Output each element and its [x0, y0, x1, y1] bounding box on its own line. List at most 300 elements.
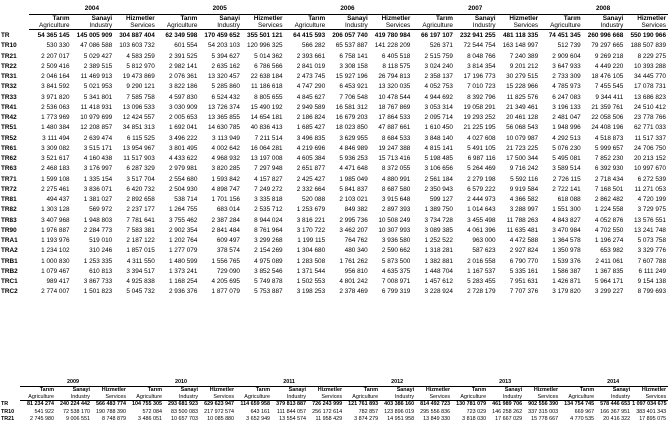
value-cell: 4 433 622 — [168, 155, 198, 162]
value-cell: 7 297 948 — [254, 165, 283, 173]
value-cell: 9 716 242 — [509, 165, 539, 173]
sector-header: Tarım — [308, 15, 326, 22]
value-cell: 4 583 259 — [126, 52, 155, 60]
region-code: TR — [1, 31, 10, 39]
value-cell: 1 599 108 — [41, 175, 70, 183]
value-cell: 609 497 — [216, 237, 240, 244]
sector-header-en: Industry — [56, 394, 92, 401]
year-header: 2006 — [285, 4, 413, 15]
value-cell: 1 457 612 — [424, 278, 453, 285]
value-cell: 256 172 614 — [312, 408, 343, 415]
value-cell: 379 813 887 — [276, 401, 307, 407]
value-cell: 16 064 281 — [250, 144, 283, 152]
value-cell: 6 579 222 — [467, 185, 496, 193]
value-cell: 3 198 253 — [296, 288, 326, 296]
value-cell: 3 089 385 — [424, 226, 453, 234]
value-cell: 2 005 653 — [168, 114, 198, 121]
value-cell: 21 349 461 — [506, 103, 539, 111]
value-cell: 7 008 971 — [381, 278, 411, 285]
value-cell: 3 308 158 — [339, 62, 368, 70]
value-cell: 1 877 079 — [211, 288, 240, 296]
table-row — [0, 216, 668, 226]
value-cell: 8 372 055 — [381, 165, 411, 173]
value-cell: 217 972 574 — [204, 408, 235, 415]
value-cell: 64 415 593 — [293, 32, 326, 39]
region-code: TR90 — [1, 226, 17, 234]
value-cell: 4 785 973 — [552, 83, 581, 91]
value-cell: 17 895 075 — [639, 416, 667, 423]
value-cell: 4 801 242 — [339, 278, 368, 285]
value-cell: 11 517 903 — [123, 155, 155, 162]
value-cell: 72 544 754 — [463, 42, 496, 50]
value-cell: 6 272 539 — [637, 175, 666, 183]
sector-header: Tarım — [147, 387, 163, 393]
value-cell: 3 113 949 — [212, 134, 240, 142]
value-cell: 2 284 773 — [83, 226, 113, 234]
value-cell: 6 453 921 — [339, 83, 368, 91]
value-cell: 310 246 — [89, 247, 113, 255]
value-cell: 1 551 300 — [552, 206, 581, 214]
value-cell: 3 329 776 — [637, 247, 666, 255]
year-header: 2005 — [157, 4, 285, 15]
value-cell: 3 496 835 — [296, 134, 326, 142]
value-cell: 10 079 987 — [506, 134, 539, 142]
value-cell: 3 801 495 — [168, 144, 198, 152]
value-cell: 13 686 823 — [634, 93, 666, 101]
value-cell: 3 196 133 — [552, 103, 581, 111]
value-cell: 19 293 252 — [463, 114, 496, 121]
value-cell: 569 972 — [89, 206, 113, 214]
value-cell: 40 836 413 — [250, 124, 283, 132]
value-cell: 2 979 981 — [168, 165, 198, 173]
region-code: TRC1 — [1, 278, 18, 285]
value-cell: 2 393 661 — [296, 52, 326, 60]
sector-header: Tarım — [52, 15, 70, 22]
sector-header: Hizmetler — [101, 387, 127, 393]
year-header: 2009 — [20, 379, 128, 387]
value-cell: 2 936 376 — [168, 288, 198, 296]
sector-header: Tarım — [255, 387, 271, 393]
value-cell: 2 536 063 — [41, 103, 70, 111]
value-cell: 2 275 461 — [41, 185, 70, 193]
value-cell: 1 371 544 — [296, 267, 326, 275]
value-cell: 4 052 753 — [424, 83, 453, 91]
value-cell: 293 681 923 — [168, 401, 199, 407]
value-cell: 2 561 184 — [424, 175, 453, 183]
table-row — [0, 154, 668, 164]
sector-header: Sanayi — [72, 387, 90, 393]
value-cell: 7 010 723 — [467, 83, 496, 91]
regional-gva-table-2009-2014 — [0, 379, 668, 424]
value-cell: 16 581 312 — [335, 103, 368, 111]
value-cell: 5 283 455 — [467, 278, 496, 285]
sector-header: Tarım — [363, 387, 379, 393]
value-cell: 4 944 692 — [424, 93, 453, 101]
value-cell: 11 469 913 — [80, 73, 113, 80]
region-code: TR62 — [1, 155, 17, 162]
region-code: TR82 — [1, 206, 17, 214]
sector-header-en: Industry — [72, 22, 115, 30]
value-cell: 6 524 432 — [211, 93, 240, 101]
value-cell: 494 437 — [46, 196, 70, 203]
value-cell: 9 344 411 — [595, 93, 624, 101]
value-cell: 1 234 102 — [41, 247, 70, 255]
value-cell: 5 335 161 — [509, 267, 539, 275]
value-cell: 16 679 203 — [335, 114, 368, 121]
value-cell: 23 778 766 — [634, 114, 666, 121]
value-cell: 14 951 958 — [387, 416, 415, 423]
sector-header: Hizmetler — [509, 15, 539, 22]
value-cell: 3 848 140 — [424, 134, 453, 142]
value-cell: 19 247 388 — [378, 144, 411, 152]
value-cell: 1 193 976 — [41, 237, 70, 244]
value-cell: 7 455 545 — [594, 83, 624, 91]
value-cell: 3 629 955 — [339, 134, 368, 142]
value-cell: 4 471 648 — [339, 165, 368, 173]
value-cell: 120 996 325 — [247, 42, 283, 50]
table-row — [0, 267, 668, 277]
value-cell: 653 982 — [600, 247, 624, 255]
value-cell: 3 176 997 — [83, 165, 113, 173]
value-cell: 520 088 — [302, 196, 326, 203]
value-cell: 3 734 728 — [424, 216, 453, 224]
value-cell: 1 196 274 — [594, 237, 624, 244]
value-cell: 2 187 122 — [126, 237, 155, 244]
value-cell: 1 692 041 — [168, 124, 198, 132]
value-cell: 3 106 656 — [424, 165, 453, 173]
table-row — [0, 72, 668, 82]
table-row — [0, 82, 668, 92]
value-cell: 1 224 558 — [594, 206, 624, 214]
value-cell: 146 258 262 — [492, 408, 523, 415]
sector-header-en: Industry — [455, 22, 498, 30]
value-cell: 304 887 404 — [119, 32, 155, 39]
value-cell: 145 005 909 — [76, 32, 113, 39]
value-cell: 4 845 627 — [296, 93, 326, 101]
region-code: TR81 — [1, 196, 17, 203]
value-cell: 3 836 071 — [83, 185, 113, 193]
value-cell: 3 496 222 — [168, 134, 198, 142]
value-cell: 4 449 220 — [594, 62, 624, 70]
value-cell: 30 279 515 — [506, 73, 539, 80]
value-cell: 15 778 667 — [531, 416, 559, 423]
value-cell: 2 554 680 — [168, 175, 198, 183]
value-cell: 2 897 393 — [381, 206, 411, 214]
value-cell: 541 922 — [34, 408, 54, 415]
value-cell: 3 299 227 — [594, 288, 624, 296]
value-cell: 538 714 — [174, 196, 198, 203]
value-cell: 512 739 — [557, 42, 581, 50]
value-cell: 5 341 801 — [83, 93, 113, 101]
value-cell: 1 000 830 — [41, 257, 70, 265]
value-cell: 7 249 272 — [254, 185, 283, 193]
value-cell: 1 610 450 — [424, 124, 453, 132]
value-cell: 1 381 027 — [83, 196, 113, 203]
sector-header: Sanayi — [612, 387, 631, 393]
table-row — [0, 123, 668, 133]
value-cell: 526 371 — [429, 42, 453, 50]
value-cell: 2 841 019 — [296, 62, 326, 70]
sector-header: Sanayi — [288, 387, 307, 393]
value-cell: 2 722 141 — [552, 185, 581, 193]
value-cell: 190 788 390 — [96, 408, 127, 415]
value-cell: 849 382 — [344, 206, 368, 214]
value-cell: 1 389 750 — [424, 206, 453, 214]
value-cell: 5 592 116 — [510, 175, 539, 183]
value-cell: 13 241 748 — [634, 226, 666, 234]
value-cell: 1 976 887 — [41, 226, 70, 234]
value-cell: 2 726 115 — [552, 175, 581, 183]
value-cell: 9 154 138 — [637, 278, 666, 285]
table-row — [0, 30, 668, 42]
value-cell: 1 097 034 675 — [632, 401, 667, 407]
value-cell: 14 630 785 — [207, 124, 240, 132]
region-code: TR42 — [1, 114, 17, 121]
value-cell: 1 761 262 — [339, 257, 368, 265]
value-cell: 1 199 115 — [297, 237, 326, 244]
table-row — [0, 113, 668, 123]
table-row — [0, 257, 668, 267]
value-cell: 104 755 305 — [132, 401, 163, 407]
value-cell: 1 857 015 — [126, 247, 155, 255]
value-cell: 1 701 156 — [211, 196, 240, 203]
value-cell: 188 507 839 — [630, 42, 666, 50]
sector-header: Tarım — [39, 387, 54, 393]
value-cell: 24 408 196 — [591, 124, 624, 132]
sector-header-en: Agriculture — [560, 394, 596, 401]
value-cell: 1 367 835 — [594, 267, 624, 275]
value-cell: 530 330 — [46, 42, 70, 50]
value-cell: 1 373 241 — [168, 267, 198, 275]
value-cell: 3 816 221 — [296, 216, 326, 224]
value-cell: 15 490 192 — [250, 103, 283, 111]
value-cell: 3 852 546 — [254, 267, 283, 275]
value-cell: 12 208 857 — [80, 124, 113, 132]
value-cell: 5 936 253 — [339, 155, 368, 162]
value-cell: 2 745 980 — [30, 416, 54, 423]
value-cell: 6 758 141 — [339, 52, 368, 60]
value-cell: 18 767 869 — [378, 103, 411, 111]
value-cell: 7 240 389 — [509, 52, 539, 60]
value-cell: 2 237 177 — [126, 206, 155, 214]
value-cell: 4 002 642 — [211, 144, 240, 152]
sector-header-en: Industry — [488, 394, 524, 401]
sector-header: Hizmetler — [126, 15, 155, 22]
value-cell: 2 862 482 — [594, 196, 624, 203]
value-cell: 3 053 314 — [424, 103, 453, 111]
value-cell: 337 315 003 — [528, 408, 559, 415]
value-cell: 65 537 887 — [335, 42, 368, 50]
value-cell: 1 685 427 — [296, 124, 326, 132]
sector-header-en: Agriculture — [236, 394, 272, 401]
sector-header-en: Industry — [596, 394, 632, 401]
value-cell: 2 332 664 — [296, 185, 326, 193]
value-cell: 2 358 137 — [424, 73, 453, 80]
value-cell: 1 283 508 — [296, 257, 326, 265]
value-cell: 4 366 582 — [509, 196, 539, 203]
value-cell: 166 367 951 — [600, 408, 631, 415]
value-cell: 1 501 823 — [83, 288, 113, 296]
value-cell: 2 504 930 — [168, 185, 198, 193]
value-cell: 17 667 029 — [495, 416, 523, 423]
region-code: TR41 — [1, 103, 17, 111]
value-cell: 8 687 580 — [381, 185, 411, 193]
value-cell: 2 635 162 — [211, 62, 240, 70]
table-row — [0, 277, 668, 287]
value-cell: 24 510 412 — [634, 103, 666, 111]
value-cell: 21 359 761 — [591, 103, 624, 111]
value-cell: 11 635 481 — [506, 226, 539, 234]
value-cell: 3 407 968 — [41, 216, 70, 224]
value-cell: 601 554 — [174, 42, 198, 50]
value-cell: 56 068 543 — [506, 124, 539, 132]
value-cell: 3 517 704 — [126, 175, 155, 183]
value-cell: 4 747 290 — [296, 83, 326, 91]
region-code: TRC2 — [1, 288, 18, 296]
value-cell: 15 927 196 — [335, 73, 368, 80]
blank-cell — [0, 22, 29, 30]
value-cell: 1 593 842 — [211, 175, 240, 183]
value-cell: 3 647 933 — [552, 62, 581, 70]
value-cell: 2 207 017 — [41, 52, 70, 60]
value-cell: 4 925 838 — [126, 278, 155, 285]
value-cell: 1 168 254 — [168, 278, 198, 285]
value-cell: 13 320 035 — [378, 83, 411, 91]
value-cell: 2 909 604 — [552, 52, 581, 60]
sector-header: Sanayi — [602, 15, 624, 22]
sector-header-en: Services — [370, 22, 413, 30]
value-cell: 3 455 498 — [467, 216, 496, 224]
value-cell: 7 781 641 — [126, 216, 155, 224]
region-code: TR72 — [1, 185, 17, 193]
value-cell: 12 424 557 — [122, 114, 155, 121]
value-cell: 419 780 984 — [374, 32, 411, 39]
value-cell: 114 659 958 — [240, 401, 271, 407]
value-cell: 1 426 871 — [552, 278, 581, 285]
value-cell: 2 718 434 — [594, 175, 624, 183]
value-cell: 2 279 198 — [467, 175, 496, 183]
value-cell: 6 987 116 — [467, 155, 496, 162]
value-cell: 956 810 — [344, 267, 368, 275]
table-row — [0, 103, 668, 113]
value-cell: 10 657 703 — [171, 416, 199, 423]
value-cell: 11 788 263 — [506, 216, 539, 224]
value-cell: 103 603 732 — [119, 42, 155, 50]
sector-header-en: Agriculture — [452, 394, 488, 401]
value-cell: 10 307 993 — [378, 226, 411, 234]
value-cell: 1 773 969 — [41, 114, 70, 121]
value-cell: 9 919 584 — [509, 185, 539, 193]
value-cell: 550 190 966 — [630, 32, 666, 39]
value-cell: 3 030 909 — [168, 103, 198, 111]
region-code: TR22 — [1, 62, 17, 70]
value-cell: 3 822 186 — [168, 83, 198, 91]
value-cell: 4 720 199 — [637, 196, 666, 203]
value-cell: 4 880 991 — [381, 175, 411, 183]
value-cell: 3 394 517 — [126, 267, 155, 275]
year-header-row — [0, 379, 668, 387]
sector-header: Hizmetler — [253, 15, 283, 22]
value-cell: 2 927 824 — [509, 247, 539, 255]
table-body — [0, 30, 668, 298]
value-cell: 2 103 021 — [339, 196, 368, 203]
value-cell: 7 583 381 — [126, 226, 155, 234]
value-cell: 2 481 047 — [552, 114, 581, 121]
value-cell: 587 623 — [472, 247, 496, 255]
value-cell: 7 585 758 — [126, 93, 155, 101]
sector-header: Sanayi — [219, 15, 240, 22]
sector-header-en-row — [0, 394, 668, 401]
value-cell: 5 285 860 — [211, 83, 240, 91]
value-cell: 13 197 008 — [250, 155, 283, 162]
value-cell: 378 574 — [216, 247, 240, 255]
value-cell: 8 748 879 — [102, 416, 127, 423]
value-cell: 4 027 608 — [467, 134, 496, 142]
sector-header: Sanayi — [396, 387, 415, 393]
blank-cell — [0, 379, 20, 387]
value-cell: 7 852 230 — [594, 155, 624, 162]
value-cell: 13 554 574 — [279, 416, 307, 423]
value-cell: 1 264 755 — [168, 206, 198, 214]
year-header: 2013 — [452, 379, 560, 387]
value-cell: 2 391 525 — [168, 52, 198, 60]
value-cell: 163 148 997 — [502, 42, 539, 50]
region-code: TR51 — [1, 124, 17, 132]
value-cell: 11 418 931 — [80, 103, 113, 111]
sector-header-en: Services — [632, 394, 668, 401]
value-cell: 4 975 089 — [254, 257, 283, 265]
sector-header-en: Industry — [164, 394, 200, 401]
value-cell: 8 229 275 — [637, 52, 666, 60]
value-cell: 11 271 053 — [634, 185, 666, 193]
value-cell: 5 841 837 — [339, 185, 368, 193]
region-code: TR32 — [1, 83, 17, 91]
value-cell: 3 936 580 — [381, 237, 411, 244]
value-cell: 3 024 240 — [424, 62, 453, 70]
year-header: 2008 — [540, 4, 668, 15]
value-cell: 3 820 285 — [211, 165, 240, 173]
table-body — [0, 401, 668, 424]
year-header: 2011 — [236, 379, 344, 387]
value-cell: 26 794 813 — [378, 73, 411, 80]
sector-header: Sanayi — [504, 387, 523, 393]
value-cell: 2 046 164 — [41, 73, 70, 80]
value-cell: 13 954 967 — [122, 144, 155, 152]
value-cell: 5 014 362 — [254, 52, 283, 60]
value-cell: 4 157 827 — [254, 175, 283, 183]
value-cell: 618 088 — [557, 196, 581, 203]
regional-gva-table-2004-2008 — [0, 4, 668, 298]
value-cell: 643 161 — [250, 408, 271, 415]
year-header-row — [0, 4, 668, 15]
value-cell: 21 225 195 — [463, 124, 496, 132]
value-cell: 2 841 484 — [211, 226, 240, 234]
sector-header: Hizmetler — [425, 387, 451, 393]
table-row — [0, 236, 668, 246]
region-code: TR10 — [1, 408, 15, 415]
value-cell: 2 728 179 — [467, 288, 496, 296]
value-cell: 5 491 105 — [467, 144, 496, 152]
value-cell: 4 311 550 — [126, 257, 155, 265]
sector-header-en: Services — [308, 394, 344, 401]
value-cell: 4 292 513 — [552, 134, 581, 142]
sector-header-en: Industry — [327, 22, 370, 30]
region-code: TRA2 — [1, 247, 18, 255]
value-cell: 1 253 679 — [296, 206, 326, 214]
value-cell: 18 476 105 — [591, 73, 624, 80]
value-cell: 2 535 712 — [254, 206, 283, 214]
value-cell: 2 186 824 — [296, 114, 326, 121]
